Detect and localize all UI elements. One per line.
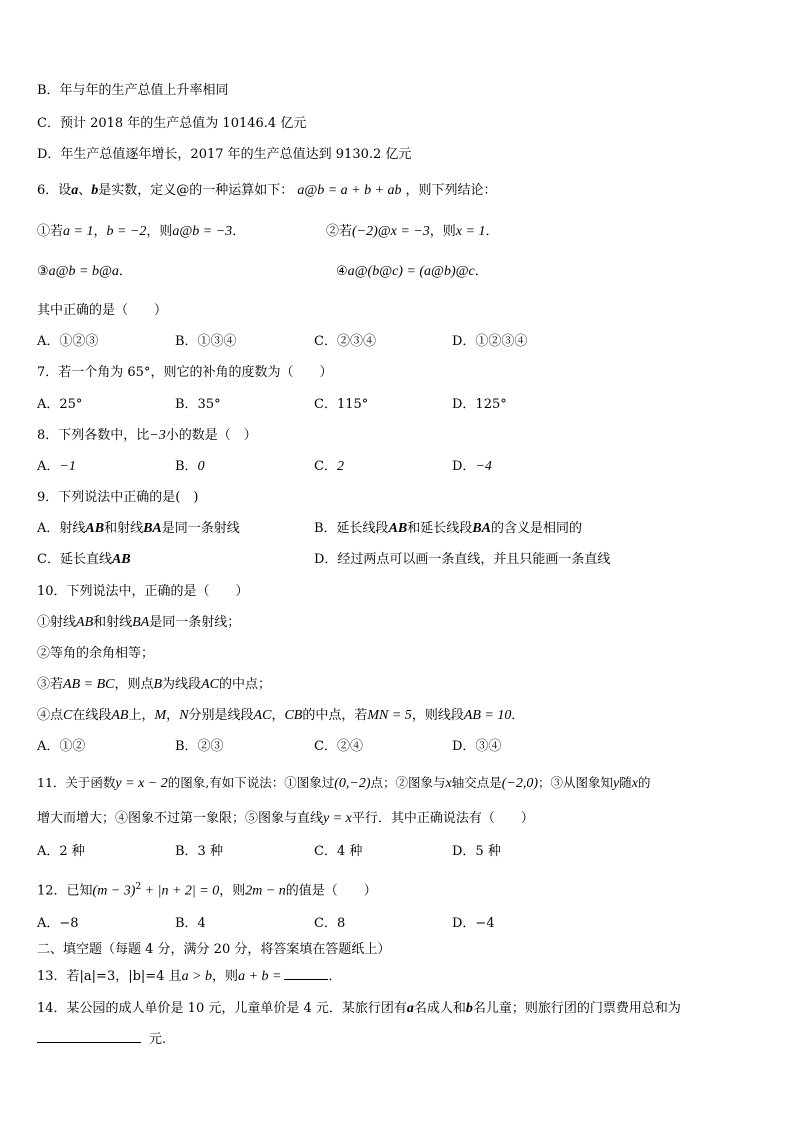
q14-answer-blank[interactable] — [37, 1042, 141, 1043]
question-10: 10．下列说法中，正确的是（ ） — [37, 584, 249, 599]
question-9: 9．下列说法中正确的是( ) — [37, 490, 199, 505]
q12-option-b[interactable]: B．4 — [175, 916, 206, 931]
option-b-q5: B．年与年的生产总值上升率相同 — [37, 83, 229, 98]
q10-statement-4: ④点C在线段AB上，M，N分别是线段AC，CB的中点，若MN = 5，则线段AB = 10． — [37, 708, 525, 723]
question-11-line-2: 增大而增大；④图象不过第一象限；⑤图象与直线y = x平行．其中正确说法有（ ） — [37, 811, 534, 826]
q8-option-c[interactable]: C．2 — [314, 459, 344, 474]
q8-option-b[interactable]: B．0 — [175, 459, 205, 474]
q6-option-a[interactable]: A．①②③ — [37, 334, 99, 349]
q7-option-d[interactable]: D．125° — [452, 397, 507, 412]
q7-option-c[interactable]: C．115° — [314, 397, 369, 412]
option-d-q5: D．年生产总值逐年增长，2017 年的生产总值达到 9130.2 亿元 — [37, 147, 412, 162]
q6-statement-1: ①若a = 1，b = −2，则a@b = −3． — [37, 224, 246, 239]
q6-option-c[interactable]: C．②③④ — [314, 334, 376, 349]
q9-option-a[interactable]: A．射线AB和射线BA是同一条射线 — [37, 521, 240, 536]
question-8: 8．下列各数中，比−3小的数是（ ） — [37, 428, 257, 443]
q13-answer-blank[interactable] — [284, 979, 328, 980]
option-c-q5: C．预计 2018 年的生产总值为 10146.4 亿元 — [37, 116, 307, 131]
question-6: 6．设a、b是实数，定义@的一种运算如下： a@b = a + b + ab ，则下列结论： — [37, 183, 497, 198]
q6-option-d[interactable]: D．①②③④ — [452, 334, 528, 349]
q11-option-b[interactable]: B．3 种 — [175, 844, 223, 859]
q6-statement-2: ②若(−2)@x = −3，则x = 1． — [326, 224, 499, 239]
question-7: 7．若一个角为 65°，则它的补角的度数为（ ） — [37, 365, 333, 380]
q7-option-b[interactable]: B．35° — [175, 397, 221, 412]
question-13: 13．若|a|=3，|b|=4 且a > b，则a + b = ． — [37, 969, 342, 984]
q6-statement-3: ③a@b = b@a． — [37, 264, 132, 279]
q9-option-d[interactable]: D．经过两点可以画一条直线，并且只能画一条直线 — [314, 552, 611, 567]
q10-option-c[interactable]: C．②④ — [314, 739, 363, 754]
q8-option-d[interactable]: D．−4 — [452, 459, 492, 474]
q9-option-b[interactable]: B．延长线段AB和延长线段BA的含义是相同的 — [314, 521, 582, 536]
q6-option-b[interactable]: B．①③④ — [175, 334, 237, 349]
question-14-line-2: 元. — [37, 1031, 166, 1049]
q11-option-a[interactable]: A．2 种 — [37, 844, 85, 859]
q6-prompt: 其中正确的是（ ） — [37, 303, 168, 318]
q12-option-a[interactable]: A．−8 — [37, 916, 79, 931]
question-11: 11．关于函数y = x − 2的图象,有如下说法：①图象过(0,−2)点；②图象与x轴交点是(−2,0)；③从图象知y随x的 — [37, 775, 651, 791]
q10-statement-2: ②等角的余角相等； — [37, 646, 155, 661]
q11-option-d[interactable]: D．5 种 — [452, 844, 501, 859]
question-14: 14．某公园的成人单价是 10 元，儿童单价是 4 元．某旅行团有a名成人和b名儿童；则旅行团的门票费用总和为 — [37, 1001, 681, 1016]
question-12: 12．已知$(m - 3)^2 + |n + 2| = 0$，则2m − n的值是（ ） — [37, 882, 377, 899]
q10-statement-3: ③若AB = BC，则点B为线段AC的中点； — [37, 677, 271, 692]
q10-statement-1: ①射线AB和射线BA是同一条射线； — [37, 615, 241, 630]
q10-option-a[interactable]: A．①② — [37, 739, 86, 754]
q9-option-c[interactable]: C．延长直线AB — [37, 552, 131, 567]
q12-option-d[interactable]: D．−4 — [452, 916, 495, 931]
q8-option-a[interactable]: A．−1 — [37, 459, 76, 474]
q10-option-d[interactable]: D．③④ — [452, 739, 502, 754]
q10-option-b[interactable]: B．②③ — [175, 739, 224, 754]
section-2-heading: 二、填空题（每题 4 分，满分 20 分，将答案填在答题纸上） — [37, 942, 391, 957]
q12-option-c[interactable]: C．8 — [314, 916, 346, 931]
q6-statement-4: ④a@(b@c) = (a@b)@c． — [336, 264, 488, 279]
q11-option-c[interactable]: C．4 种 — [314, 844, 363, 859]
q7-option-a[interactable]: A．25° — [37, 397, 83, 412]
